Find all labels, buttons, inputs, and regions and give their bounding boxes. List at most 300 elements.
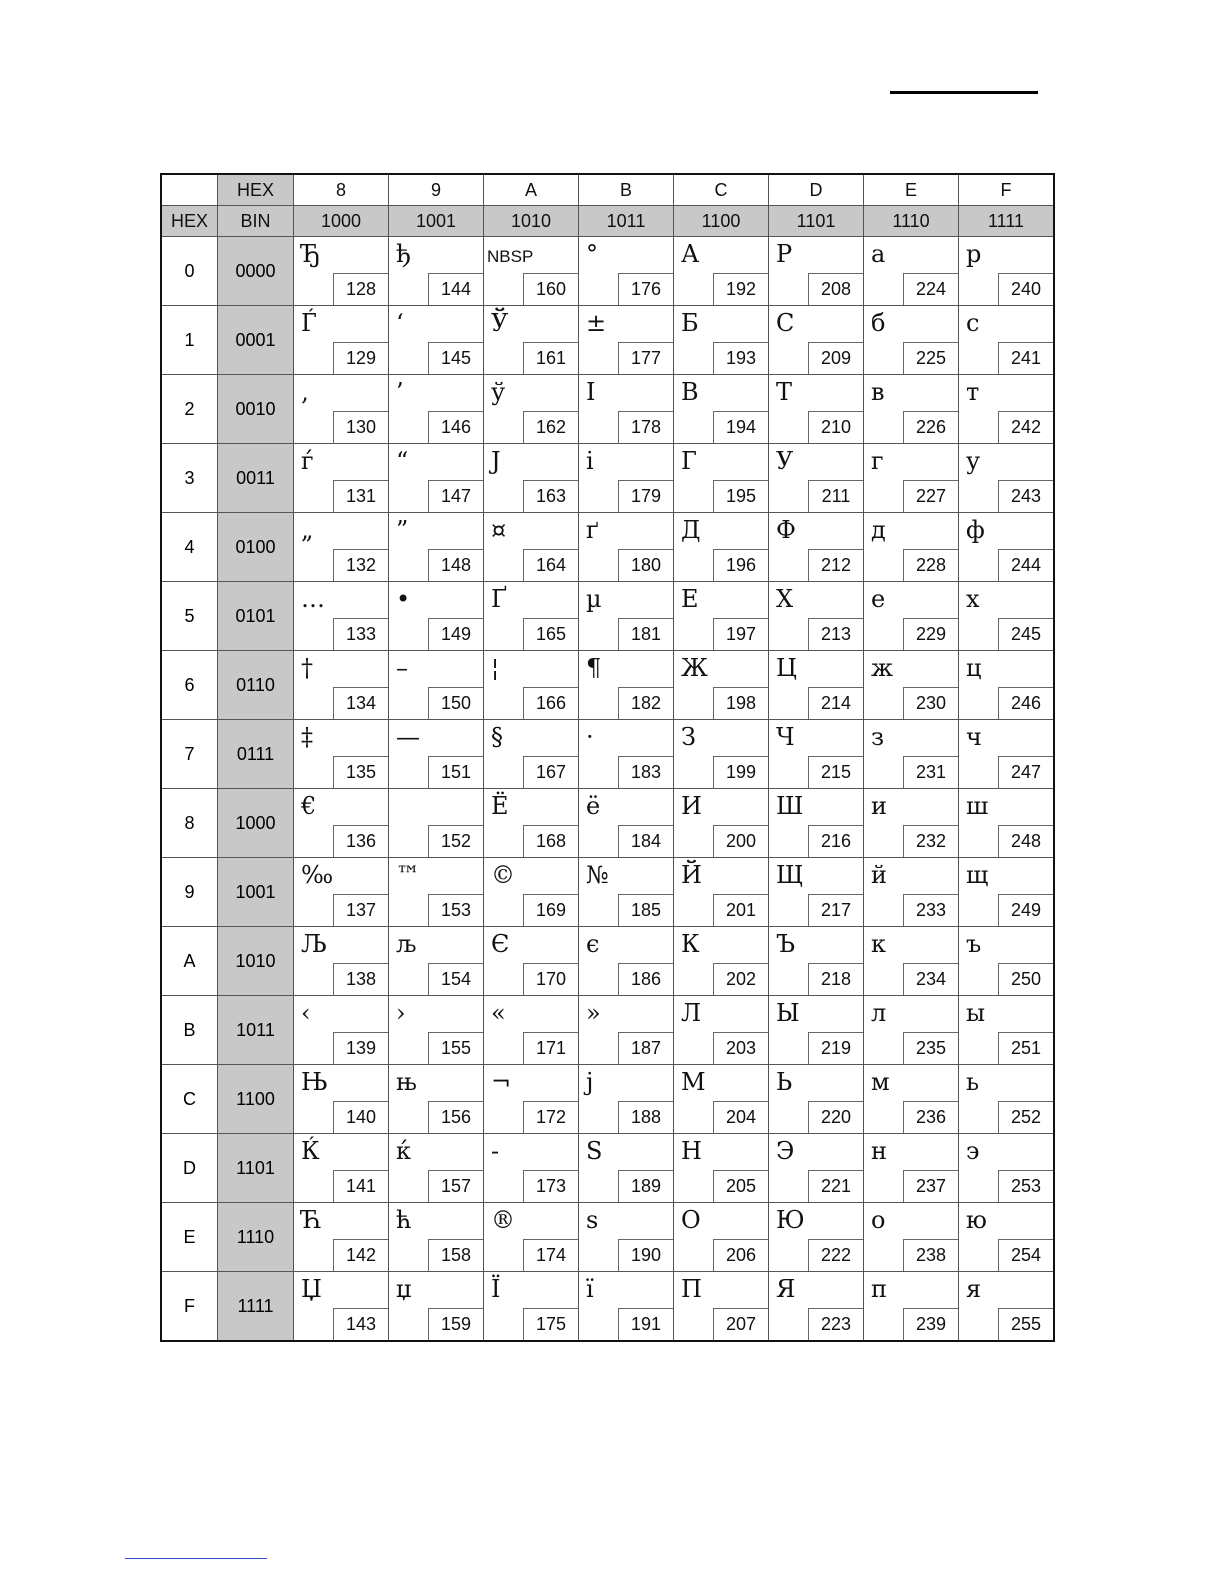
decimal-code: 231	[903, 756, 958, 788]
character-glyph: л	[871, 999, 887, 1027]
decimal-code: 210	[808, 411, 863, 443]
decimal-code: 223	[808, 1308, 863, 1340]
decimal-code: 196	[713, 549, 768, 581]
character-glyph: э	[966, 1137, 980, 1165]
row-hex: A	[161, 927, 218, 996]
char-cell	[864, 789, 959, 858]
character-glyph: О	[681, 1206, 701, 1234]
decimal-code: 246	[998, 687, 1053, 719]
character-glyph: х	[966, 585, 980, 613]
row-hex: 3	[161, 444, 218, 513]
decimal-code: 198	[713, 687, 768, 719]
char-cell	[864, 513, 959, 582]
character-glyph: »	[586, 999, 601, 1027]
row-bin: 0011	[218, 444, 294, 513]
char-cell	[389, 237, 484, 306]
char-cell	[579, 513, 674, 582]
decimal-code: 148	[428, 549, 483, 581]
decimal-code: 140	[333, 1101, 388, 1133]
char-cell	[484, 720, 579, 789]
decimal-code: 249	[998, 894, 1053, 926]
table-row	[161, 375, 1054, 444]
char-cell	[484, 1134, 579, 1203]
character-glyph: Ъ	[776, 930, 796, 958]
char-cell	[674, 306, 769, 375]
character-glyph: Я	[776, 1275, 796, 1303]
column-bin-1: 1001	[389, 206, 484, 237]
table-row	[161, 996, 1054, 1065]
decimal-code: 157	[428, 1170, 483, 1202]
decimal-code: 243	[998, 480, 1053, 512]
char-cell	[769, 582, 864, 651]
char-cell	[579, 996, 674, 1065]
decimal-code: 165	[523, 618, 578, 650]
decimal-code: 236	[903, 1101, 958, 1133]
character-glyph: ф	[966, 516, 985, 544]
character-glyph: ш	[966, 792, 989, 820]
character-glyph: ”	[396, 516, 409, 544]
character-glyph: Њ	[301, 1068, 328, 1096]
row-bin: 1011	[218, 996, 294, 1065]
character-glyph: ¬	[491, 1068, 512, 1096]
character-glyph: „	[301, 516, 314, 544]
column-hex-7: F	[959, 174, 1055, 206]
character-glyph: т	[966, 378, 980, 406]
decimal-code: 162	[523, 411, 578, 443]
character-glyph: ћ	[396, 1206, 412, 1234]
char-cell	[674, 789, 769, 858]
character-glyph: я	[966, 1275, 982, 1303]
char-cell	[579, 306, 674, 375]
char-cell	[959, 444, 1055, 513]
character-glyph: Ж	[681, 654, 708, 682]
decimal-code: 186	[618, 963, 673, 995]
row-bin: 1000	[218, 789, 294, 858]
char-cell	[864, 582, 959, 651]
character-glyph: н	[871, 1137, 887, 1165]
table-row	[161, 582, 1054, 651]
char-cell	[484, 237, 579, 306]
char-cell	[389, 720, 484, 789]
char-cell	[389, 582, 484, 651]
char-cell	[959, 1134, 1055, 1203]
decimal-code: 204	[713, 1101, 768, 1133]
column-bin-0: 1000	[294, 206, 389, 237]
decimal-code: 200	[713, 825, 768, 857]
character-glyph: ы	[966, 999, 986, 1027]
code-page-table	[160, 173, 1055, 1342]
char-cell	[579, 927, 674, 996]
character-glyph: ї	[586, 1275, 594, 1303]
character-glyph: Ѓ	[301, 309, 317, 337]
decimal-code: 153	[428, 894, 483, 926]
decimal-code: 192	[713, 273, 768, 305]
decimal-code: 225	[903, 342, 958, 374]
char-cell	[484, 444, 579, 513]
table-row	[161, 1134, 1054, 1203]
decimal-code: 154	[428, 963, 483, 995]
decimal-code: 252	[998, 1101, 1053, 1133]
character-glyph: Ђ	[301, 240, 321, 268]
decimal-code: 147	[428, 480, 483, 512]
decimal-code: 150	[428, 687, 483, 719]
char-cell	[674, 1272, 769, 1342]
decimal-code: 224	[903, 273, 958, 305]
char-cell	[959, 1272, 1055, 1342]
character-glyph: і	[586, 447, 594, 475]
decimal-code: 141	[333, 1170, 388, 1202]
char-cell	[959, 582, 1055, 651]
decimal-code: 163	[523, 480, 578, 512]
character-glyph: ‚	[301, 378, 309, 406]
column-hex-4: C	[674, 174, 769, 206]
decimal-code: 178	[618, 411, 673, 443]
char-cell	[484, 1065, 579, 1134]
character-glyph: е	[871, 585, 886, 613]
character-glyph: Џ	[301, 1275, 322, 1303]
char-cell	[864, 375, 959, 444]
decimal-code: 145	[428, 342, 483, 374]
char-cell	[389, 858, 484, 927]
char-cell	[389, 927, 484, 996]
char-cell	[769, 858, 864, 927]
column-bin-label: BIN	[218, 206, 294, 237]
character-glyph: у	[966, 447, 981, 475]
decimal-code: 144	[428, 273, 483, 305]
decimal-code: 134	[333, 687, 388, 719]
character-glyph: Щ	[776, 861, 804, 889]
character-glyph: Ф	[776, 516, 796, 544]
char-cell	[864, 927, 959, 996]
decimal-code: 199	[713, 756, 768, 788]
character-glyph: –	[396, 654, 408, 682]
character-glyph: Н	[681, 1137, 702, 1165]
char-cell	[864, 1272, 959, 1342]
character-glyph: ю	[966, 1206, 987, 1234]
character-glyph: ‡	[301, 723, 313, 751]
char-cell	[294, 444, 389, 513]
char-cell	[294, 789, 389, 858]
char-cell	[579, 1272, 674, 1342]
character-glyph: Ѕ	[586, 1137, 603, 1165]
character-glyph: Д	[681, 516, 701, 544]
character-glyph: ‰	[301, 861, 334, 889]
decimal-code: 251	[998, 1032, 1053, 1064]
row-hex: 5	[161, 582, 218, 651]
decimal-code: 197	[713, 618, 768, 650]
character-glyph: љ	[396, 930, 417, 958]
column-hex-5: D	[769, 174, 864, 206]
decimal-code: 209	[808, 342, 863, 374]
character-glyph: Ю	[776, 1206, 805, 1234]
column-bin-5: 1101	[769, 206, 864, 237]
decimal-code: 191	[618, 1308, 673, 1340]
decimal-code: 129	[333, 342, 388, 374]
row-bin: 0111	[218, 720, 294, 789]
character-glyph: и	[871, 792, 887, 820]
char-cell	[294, 375, 389, 444]
decimal-code: 158	[428, 1239, 483, 1271]
row-hex: 1	[161, 306, 218, 375]
decimal-code: 173	[523, 1170, 578, 1202]
table-row	[161, 927, 1054, 996]
table-row	[161, 513, 1054, 582]
table-row	[161, 1065, 1054, 1134]
character-glyph: ј	[586, 1068, 594, 1096]
char-cell	[959, 1065, 1055, 1134]
character-glyph: Х	[776, 585, 794, 613]
char-cell	[674, 651, 769, 720]
column-bin-2: 1010	[484, 206, 579, 237]
char-cell	[484, 927, 579, 996]
character-glyph: ‹	[301, 999, 311, 1027]
char-cell	[294, 720, 389, 789]
char-cell	[864, 444, 959, 513]
column-hex-3: B	[579, 174, 674, 206]
char-cell	[769, 306, 864, 375]
decimal-code: 187	[618, 1032, 673, 1064]
char-cell	[484, 789, 579, 858]
decimal-code: 212	[808, 549, 863, 581]
character-glyph: І	[586, 378, 596, 406]
char-cell	[294, 513, 389, 582]
header-row-bin	[161, 206, 1054, 237]
row-hex: B	[161, 996, 218, 1065]
decimal-code: 239	[903, 1308, 958, 1340]
row-bin: 0000	[218, 237, 294, 306]
char-cell	[769, 1065, 864, 1134]
row-bin: 0101	[218, 582, 294, 651]
char-cell	[769, 996, 864, 1065]
character-glyph: ®	[491, 1206, 515, 1234]
character-glyph: Й	[681, 861, 702, 889]
char-cell	[389, 513, 484, 582]
row-hex: E	[161, 1203, 218, 1272]
decimal-code: 174	[523, 1239, 578, 1271]
char-cell	[674, 1065, 769, 1134]
character-glyph: Љ	[301, 930, 328, 958]
character-glyph: …	[301, 585, 325, 613]
character-glyph: µ	[586, 585, 602, 613]
character-glyph: ґ	[586, 516, 599, 544]
row-bin: 0001	[218, 306, 294, 375]
character-glyph: ‘	[396, 309, 404, 337]
char-cell	[769, 375, 864, 444]
decimal-code: 226	[903, 411, 958, 443]
character-glyph: Ы	[776, 999, 800, 1027]
character-glyph: њ	[396, 1068, 417, 1096]
char-cell	[579, 720, 674, 789]
character-glyph: В	[681, 378, 699, 406]
decimal-code: 237	[903, 1170, 958, 1202]
decimal-code: 159	[428, 1308, 483, 1340]
char-cell	[769, 1272, 864, 1342]
char-cell	[769, 237, 864, 306]
row-bin: 0100	[218, 513, 294, 582]
char-cell	[294, 651, 389, 720]
char-cell	[769, 927, 864, 996]
char-cell	[959, 789, 1055, 858]
table-row	[161, 444, 1054, 513]
character-glyph: й	[871, 861, 887, 889]
character-glyph: в	[871, 378, 885, 406]
column-hex-2: A	[484, 174, 579, 206]
decimal-code: 190	[618, 1239, 673, 1271]
char-cell	[769, 789, 864, 858]
decimal-code: 240	[998, 273, 1053, 305]
char-cell	[864, 858, 959, 927]
char-cell	[389, 1203, 484, 1272]
char-cell	[389, 1134, 484, 1203]
decimal-code: 138	[333, 963, 388, 995]
character-glyph: •	[396, 585, 411, 613]
table-row	[161, 1203, 1054, 1272]
character-glyph: И	[681, 792, 702, 820]
table-row	[161, 237, 1054, 306]
character-glyph: о	[871, 1206, 886, 1234]
char-cell	[579, 1134, 674, 1203]
character-glyph: а	[871, 240, 886, 268]
decimal-code: 152	[428, 825, 483, 857]
char-cell	[579, 858, 674, 927]
column-hex-6: E	[864, 174, 959, 206]
character-glyph: ’	[396, 378, 404, 406]
row-bin: 1111	[218, 1272, 294, 1342]
char-cell	[294, 1134, 389, 1203]
char-cell	[864, 1203, 959, 1272]
char-cell	[674, 513, 769, 582]
decimal-code: 218	[808, 963, 863, 995]
decimal-code: 227	[903, 480, 958, 512]
char-cell	[389, 306, 484, 375]
decimal-code: 205	[713, 1170, 768, 1202]
row-bin: 1101	[218, 1134, 294, 1203]
char-cell	[864, 1065, 959, 1134]
table-row	[161, 306, 1054, 375]
row-hex: 7	[161, 720, 218, 789]
table-row	[161, 1272, 1054, 1342]
character-glyph: с	[966, 309, 980, 337]
char-cell	[484, 582, 579, 651]
decimal-code: 228	[903, 549, 958, 581]
character-glyph: ѕ	[586, 1206, 599, 1234]
character-glyph: Г	[681, 447, 697, 475]
decimal-code: 146	[428, 411, 483, 443]
char-cell	[864, 1134, 959, 1203]
decimal-code: 180	[618, 549, 673, 581]
character-glyph: Ь	[776, 1068, 793, 1096]
character-glyph: ¤	[491, 516, 507, 544]
decimal-code: 230	[903, 687, 958, 719]
decimal-code: 155	[428, 1032, 483, 1064]
char-cell	[294, 306, 389, 375]
character-glyph: ¦	[491, 654, 500, 682]
decimal-code: 160	[523, 273, 578, 305]
char-cell	[389, 1272, 484, 1342]
decimal-code: 248	[998, 825, 1053, 857]
decimal-code: 238	[903, 1239, 958, 1271]
decimal-code: 176	[618, 273, 673, 305]
character-glyph: Ш	[776, 792, 804, 820]
column-bin-3: 1011	[579, 206, 674, 237]
decimal-code: 250	[998, 963, 1053, 995]
decimal-code: 245	[998, 618, 1053, 650]
char-cell	[769, 651, 864, 720]
char-cell	[959, 651, 1055, 720]
char-cell	[769, 720, 864, 789]
character-glyph: ќ	[396, 1137, 411, 1165]
char-cell	[579, 789, 674, 858]
decimal-code: 137	[333, 894, 388, 926]
column-hex-label: HEX	[218, 174, 294, 206]
char-cell	[294, 927, 389, 996]
column-bin-4: 1100	[674, 206, 769, 237]
decimal-code: 234	[903, 963, 958, 995]
char-cell	[579, 444, 674, 513]
decimal-code: 216	[808, 825, 863, 857]
decimal-code: 143	[333, 1308, 388, 1340]
decimal-code: 188	[618, 1101, 673, 1133]
corner-cell	[161, 174, 218, 206]
character-glyph: М	[681, 1068, 706, 1096]
decimal-code: 131	[333, 480, 388, 512]
character-glyph: З	[681, 723, 696, 751]
table-row	[161, 858, 1054, 927]
decimal-code: 182	[618, 687, 673, 719]
row-hex: C	[161, 1065, 218, 1134]
decimal-code: 184	[618, 825, 673, 857]
char-cell	[864, 237, 959, 306]
decimal-code: 181	[618, 618, 673, 650]
column-bin-6: 1110	[864, 206, 959, 237]
character-glyph: ђ	[396, 240, 411, 268]
character-glyph: є	[586, 930, 600, 958]
row-hex-label: HEX	[161, 206, 218, 237]
decimal-code: 149	[428, 618, 483, 650]
decimal-code: 177	[618, 342, 673, 374]
decimal-code: 166	[523, 687, 578, 719]
decimal-code: 221	[808, 1170, 863, 1202]
decimal-code: 133	[333, 618, 388, 650]
char-cell	[389, 375, 484, 444]
char-cell	[294, 996, 389, 1065]
char-cell	[674, 858, 769, 927]
char-cell	[674, 237, 769, 306]
character-glyph: б	[871, 309, 886, 337]
char-cell	[674, 1134, 769, 1203]
character-glyph: А	[681, 240, 700, 268]
char-cell	[959, 927, 1055, 996]
character-glyph: Р	[776, 240, 793, 268]
decimal-code: 139	[333, 1032, 388, 1064]
char-cell	[959, 237, 1055, 306]
char-cell	[864, 996, 959, 1065]
char-cell	[579, 651, 674, 720]
char-cell	[674, 996, 769, 1065]
decimal-code: 213	[808, 618, 863, 650]
char-cell	[389, 444, 484, 513]
char-cell	[484, 858, 579, 927]
row-hex: 0	[161, 237, 218, 306]
character-glyph: Є	[491, 930, 510, 958]
char-cell	[579, 1065, 674, 1134]
decimal-code: 132	[333, 549, 388, 581]
character-glyph: ›	[396, 999, 406, 1027]
decimal-code: 247	[998, 756, 1053, 788]
char-cell	[389, 996, 484, 1065]
character-glyph: ч	[966, 723, 982, 751]
decimal-code: 241	[998, 342, 1053, 374]
